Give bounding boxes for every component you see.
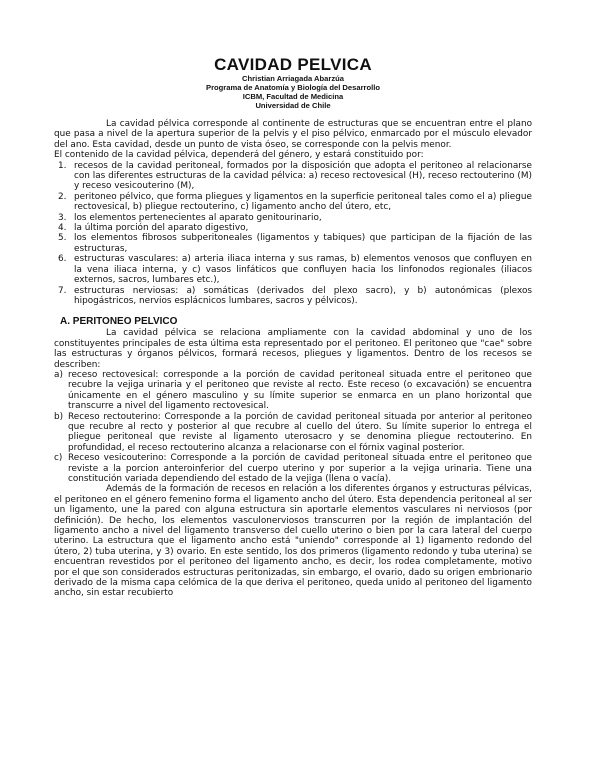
list-item (54, 254, 532, 285)
author-name: Christian Arriagada Abarzúa (242, 74, 344, 83)
list-item-number: 2. (58, 191, 67, 202)
university-name: Universidad de Chile (255, 101, 331, 110)
recess-item (54, 370, 532, 412)
list-item-text: los elementos pertenecientes al aparato genitourinario, (74, 212, 322, 223)
recess-label: b) (54, 411, 64, 422)
recess-text: Receso rectouterino: Corresponde a la porción de cavidad peritoneal situada por anterior al peritoneo que recubre al recto y posterior al que recubre al cuello del útero. Su límite superior lo entrega el pliegue peritoneal que reviste al ligamento uterosacro y se denomina pliegue rectouterino. En profundidad, el receso rectouterino alcanza a relacionarse con el fórnix vaginal posterior. (68, 411, 532, 453)
recess-label: c) (54, 453, 63, 464)
list-item-text: estructuras vasculares: a) arteria iliaca interna y sus ramas, b) elementos venosos que confluyen en la vena iliaca interna, y c) vasos linfáticos que confluyen hacia los linfonodos regionales (iliacos externos, sacros, lumbares etc.), (74, 254, 532, 286)
list-item (54, 161, 532, 192)
list-item (54, 286, 532, 307)
list-item (54, 213, 532, 223)
list-item-number: 5. (58, 233, 67, 244)
list-item-number: 6. (58, 254, 67, 265)
recess-label: a) (54, 369, 63, 380)
document-title: CAVIDAD PELVICA (214, 55, 372, 74)
recess-list (54, 370, 532, 484)
recess-item (54, 453, 532, 484)
list-item-text: peritoneo pélvico, que forma pliegues y ligamentos en la superficie peritoneal tales como el a) pliegue rectovesical, b) pliegue rectouterino, c) ligamento ancho del útero, etc, (74, 191, 532, 213)
institute-name: ICBM, Facultad de Medicina (242, 92, 344, 101)
list-item-text: recesos de la cavidad peritoneal, formados por la disposición que adopta el peritoneo al relacionarse con las diferentes estructuras de la cavidad pélvica: a) receso rectovesical (H), receso rectouterino (M) y receso vesicouterino (M), (74, 160, 532, 192)
list-item-number: 1. (58, 160, 67, 171)
intro-paragraph: La cavidad pélvica corresponde al continente de estructuras que se encuentran entre el plano que pasa a nivel de la apertura superior de la pelvis y el piso pélvico, enmarcado por el músculo elevador del ano. Esta cavidad, desde un punto de vista óseo, se corresponde con la pelvis menor. (54, 119, 532, 150)
list-item (54, 223, 532, 233)
list-item-number: 7. (58, 285, 67, 296)
recess-text: receso rectovesical: corresponde a la porción de cavidad peritoneal situada entre el peritoneo que recubre la vejiga urinaria y el peritoneo que reviste al recto. Este receso (o excavación) se encuentra únicamente en el género masculino y su límite superior se enmarca en un plano horizontal que transcurre a nivel del ligamento rectovesical. (68, 369, 532, 412)
pelvic-content-list (54, 161, 532, 307)
recess-text: Receso vesicouterino: Corresponde a la porción de cavidad peritoneal situada entre el peritoneo que reviste a la porcion anteroinferior del cuerpo uterino y por superior a la vejiga urinaria. Tiene una constitución variada dependiendo del estado de la vejiga (llena o vacía). (68, 453, 532, 484)
document-page (54, 56, 532, 599)
broad-ligament-paragraph: Además de la formación de recesos en relación a los diferentes órganos y estructuras pélvicas, el peritoneo en el género femenino forma el ligamento ancho del útero. Esta dependencia peritoneal al ser un ligamento, une la pared con alguna estructura sin aportarle elementos vasculares ni nerviosos (por definición). De hecho, los elementos vasculonerviosos transcurren por la región de implantación del ligamento ancho a nivel del ligamento transverso del cuello uterino o bien por la cara lateral del cuerpo uterino. La estructura que el ligamento ancho está "uniendo" corresponde al 1) ligamento redondo del útero, 2) tuba uterina, y 3) ovario. En este sentido, los dos primeros (ligamento redondo y tuba uterina) se encuentran revestidos por el peritoneo del ligamento ancho, es decir, los rodea completamente, motivo por el que son considerados estructuras peritonizadas, sin embargo, el ovario, dado su origen embrionario derivado de la misma capa celómica de la que deriva el peritoneo, queda unido al peritoneo del ligamento ancho, sin estar recubierto (54, 484, 532, 599)
list-item (54, 233, 532, 254)
list-item-number: 4. (58, 223, 67, 234)
recess-item (54, 412, 532, 454)
content-intro-paragraph: El contenido de la cavidad pélvica, dependerá del género, y estará constituido por: (54, 150, 424, 161)
list-item-text: estructuras nerviosas: a) somáticas (derivados del plexo sacro), y b) autonómicas (plexos hipogástricos, nervios esplácnicos lumbares, sacros y pélvicos). (74, 285, 532, 306)
list-item-number: 3. (58, 212, 67, 223)
list-item-text: la última porción del aparato digestivo, (74, 223, 249, 234)
section-heading-peritoneo: A. PERITONEO PELVICO (60, 316, 178, 328)
list-item-text: los elementos fibrosos subperitoneales (ligamentos y tabiques) que participan de la fijación de las estructuras, (74, 233, 532, 254)
program-name: Programa de Anatomía y Biología del Desarrollo (206, 83, 380, 92)
section-paragraph: La cavidad pélvica se relaciona ampliamente con la cavidad abdominal y uno de los constituyentes principales de esta última esta representado por el peritoneo. El peritoneo que "cae" sobre las estructuras y órganos pélvicos, formará recesos, pliegues y ligamentos. Dentro de los recesos se describen: (54, 328, 532, 370)
list-item (54, 192, 532, 213)
